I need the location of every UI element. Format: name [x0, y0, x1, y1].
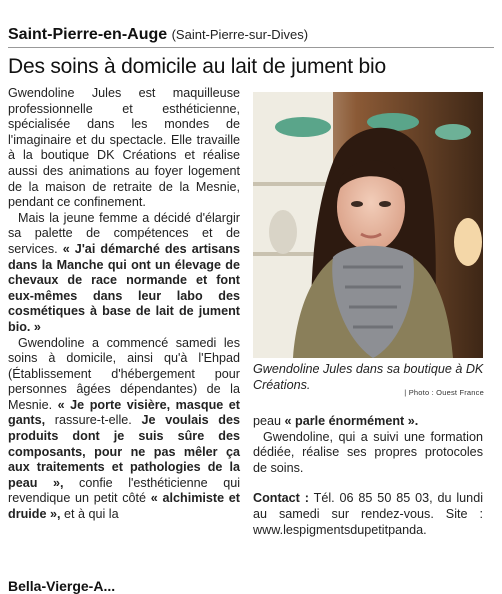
- paragraph-formation: Gwendoline, qui a suivi une formation dédiée, réalise ses propres protocoles de soins.: [253, 429, 483, 475]
- place-name: Saint-Pierre-en-Auge: [8, 26, 168, 43]
- paragraph-intro: Gwendoline Jules est maquilleuse professionnelle et esthéticienne, spécialisée dans les mondes de l'imaginaire et du spectacle. Elle travaille à la boutique DK Créations et réalise aussi des animations au foyer logement de la maison de retraite de la Mesnie, pendant ce confinement.: [8, 86, 240, 210]
- quote-visiere: « Je porte visière, masque et gants,: [8, 397, 240, 428]
- portrait-photo: [253, 92, 483, 358]
- paragraph-peau: [253, 414, 483, 430]
- divider: [8, 47, 494, 48]
- quote-produits: Je voulais des produits dont je suis sûre des composants, pour ne pas mêler ça aux traitements et pathologies de la peau »,: [8, 413, 240, 490]
- contact-paragraph: [253, 491, 483, 538]
- place-line: [8, 26, 308, 44]
- paragraph-3d: et à qui la: [63, 507, 119, 522]
- paragraph-peau-text: peau: [253, 414, 282, 428]
- article-column-right: [253, 414, 483, 538]
- article-column-left: [8, 86, 240, 523]
- quote-alchimiste: « alchimiste et druide »,: [8, 491, 240, 522]
- headline: Des soins à domicile au lait de jument bio: [8, 55, 386, 78]
- quote-parle: « parle énormément ».: [284, 414, 419, 428]
- paragraph-2: [8, 211, 240, 336]
- paragraph-2-text: Mais la jeune femme a décidé d'élargir sa palette de compétences et de services.: [8, 210, 240, 256]
- paragraph-3b: rassure-t-elle.: [54, 413, 132, 428]
- portrait-illustration: [253, 92, 483, 358]
- photo-credit: | Photo : Ouest France: [404, 388, 484, 397]
- place-subtitle: (Saint-Pierre-sur-Dives): [171, 27, 309, 42]
- quote-artisans: « J'ai démarché des artisans dans la Manche qui ont un élevage de chevaux de race normande et font eux-mêmes dans leur labo des cosmétiques à base de lait de jument bio. »: [8, 241, 240, 334]
- next-article-title: Bella-Vierge-A...: [8, 578, 116, 594]
- paragraph-3: [8, 336, 240, 523]
- paragraph-3a: Gwendoline a commencé samedi les soins à domicile, ainsi qu'à l'Ehpad (Établissement d'hébergement pour personnes âgées dépendantes) de la Mesnie.: [8, 335, 240, 412]
- caption-text: Gwendoline Jules dans sa boutique à DK Créations.: [253, 362, 484, 392]
- contact-text: Tél. 06 85 50 85 03, du lundi au samedi sur rendez-vous. Site : www.lespigmentsdupetitpanda.: [253, 491, 483, 537]
- paragraph-3c: confie l'esthéticienne qui revendique un petit côté: [8, 475, 241, 506]
- contact-label: Contact :: [253, 491, 309, 506]
